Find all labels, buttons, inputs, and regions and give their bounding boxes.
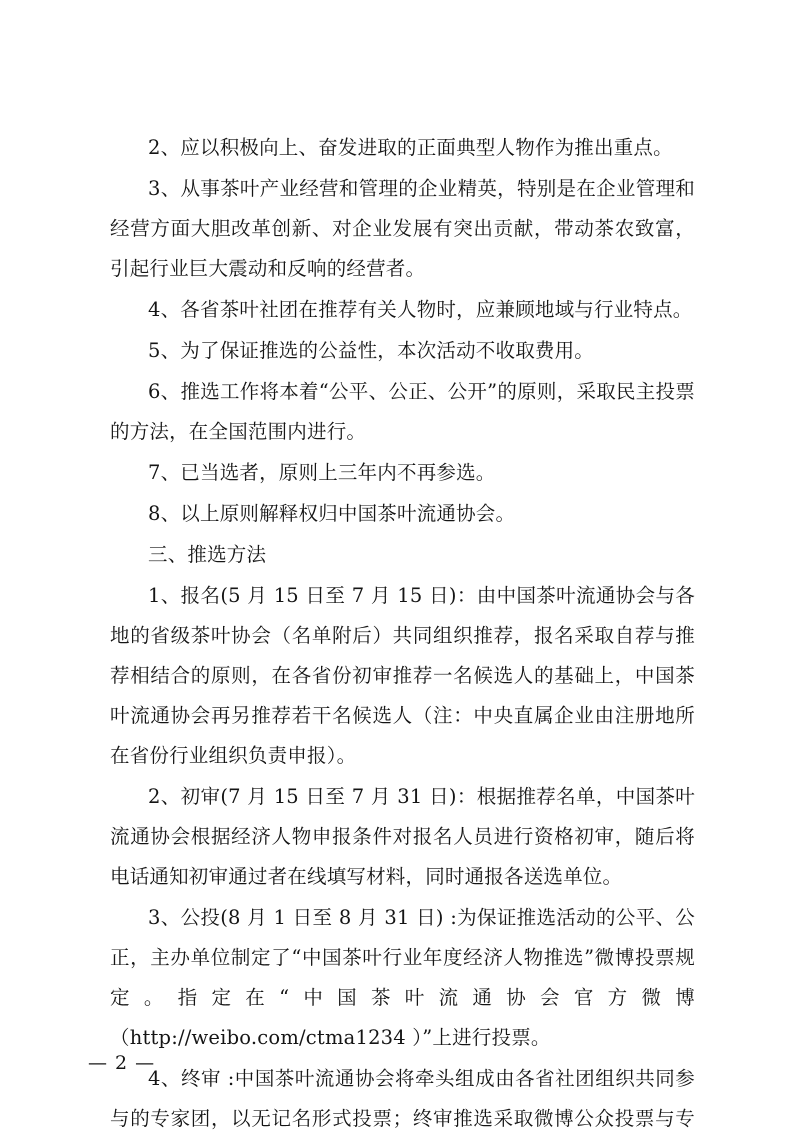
paragraph: 2、初审(7 月 15 日至 7 月 31 日)：根据推荐名单，中国茶叶流通协会根据经济人物申报条件对报名人员进行资格初审，随后将电话通知初审通过者在线填写材料，同时通报各送选单位。 <box>110 785 695 888</box>
paragraph: 3、公投(8 月 1 日至 8 月 31 日) :为保证推选活动的公平、公正，主办单位制定了“中国茶叶行业年度经济人物推选”微博投票规定。指定在“中国茶叶流通协会官方微博（http://weibo.com/ctma1234 ）”上进行投票。 <box>110 906 695 1049</box>
paragraph: 3、从事茶叶产业经营和管理的企业精英，特别是在企业管理和经营方面大胆改革创新、对企业发展有突出贡献，带动茶农致富，引起行业巨大震动和反响的经营者。 <box>110 177 695 280</box>
paragraph: 4、各省茶叶社团在推荐有关人物时，应兼顾地域与行业特点。 <box>148 298 693 321</box>
paragraph: 1、报名(5 月 15 日至 7 月 15 日)：由中国茶叶流通协会与各地的省级茶叶协会（名单附后）共同组织推荐，报名采取自荐与推荐相结合的原则，在各省份初审推荐一名候选人的基础上，中国茶叶流通协会再另推荐若干名候选人（注：中央直属企业由注册地所在省份行业组织负责申报）。 <box>110 584 695 767</box>
section-heading: 三、推选方法 <box>148 543 267 566</box>
paragraph: 4、终审 :中国茶叶流通协会将牵头组成由各省社团组织共同参与的专家团，以无记名形式投票；终审推选采取微博公众投票与专 <box>110 1067 695 1130</box>
paragraph: 8、以上原则解释权归中国茶叶流通协会。 <box>148 502 516 525</box>
paragraph: 6、推选工作将本着“公平、公正、公开”的原则，采取民主投票的方法，在全国范围内进行。 <box>110 380 695 443</box>
paragraph: 7、已当选者，原则上三年内不再参选。 <box>148 461 496 484</box>
document-body <box>110 128 695 1140</box>
paragraph: 2、应以积极向上、奋发进取的正面典型人物作为推出重点。 <box>148 136 673 159</box>
paragraph: 5、为了保证推选的公益性，本次活动不收取费用。 <box>148 339 595 362</box>
page-number: — 2 — <box>88 1052 156 1074</box>
